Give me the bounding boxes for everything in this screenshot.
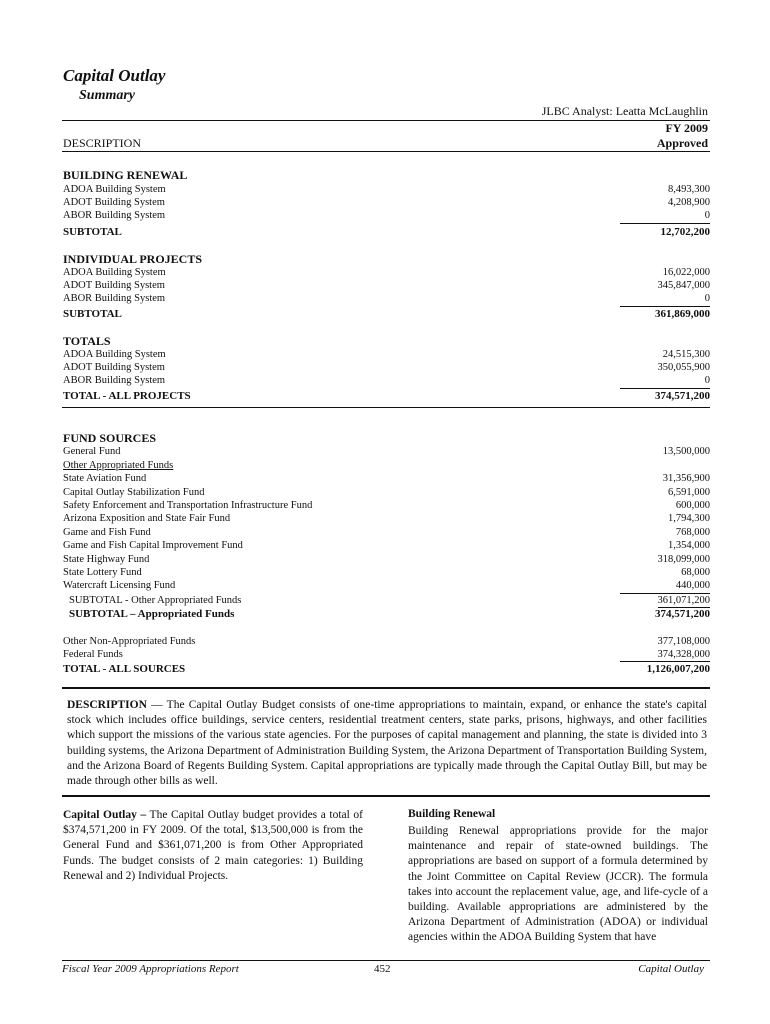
subtotal-rule	[620, 661, 710, 662]
section-rule	[62, 795, 710, 797]
total-sources-row: TOTAL - ALL SOURCES 1,126,007,200	[63, 663, 710, 675]
footer-section-name: Capital Outlay	[638, 963, 704, 975]
subtotal-rule	[620, 306, 710, 307]
section-rule	[62, 407, 710, 408]
footer-report-title: Fiscal Year 2009 Appropriations Report	[62, 963, 239, 975]
table-row: ADOA Building System 16,022,000	[63, 267, 710, 278]
table-row: Arizona Exposition and State Fair Fund 1,794,300	[63, 513, 710, 524]
table-row: ADOT Building System 350,055,900	[63, 362, 710, 373]
subtotal-row: SUBTOTAL 12,702,200	[63, 226, 710, 238]
subtotal-rule	[620, 388, 710, 389]
table-row: State Lottery Fund 68,000	[63, 567, 710, 578]
table-row: ADOT Building System 345,847,000	[63, 280, 710, 291]
individual-projects-heading: INDIVIDUAL PROJECTS	[63, 252, 203, 266]
table-row: ABOR Building System 0	[63, 210, 710, 221]
table-row: State Aviation Fund 31,356,900	[63, 473, 710, 484]
table-row: ADOA Building System 8,493,300	[63, 184, 710, 195]
table-row: Capital Outlay Stabilization Fund 6,591,000	[63, 487, 710, 498]
other-funds-heading: Other Appropriated Funds	[63, 460, 174, 471]
table-row: Safety Enforcement and Transportation Infrastructure Fund 600,000	[63, 500, 710, 511]
subtotal-row: SUBTOTAL 361,869,000	[63, 308, 710, 320]
column-year: FY 2009	[665, 121, 708, 135]
footer-rule	[62, 960, 710, 961]
table-row: General Fund 13,500,000	[63, 446, 710, 457]
description-text: — The Capital Outlay Budget consists of one-time appropriations to maintain, expand, or enhance the state's capital stock which includes office buildings, service centers, residential treatment centers, state parks, prisons, highways, and other facilities which support the missions of the various state agencies. For the purposes of capital management and planning, the state is divided into 3 building systems, the Arizona Department of Administration Building System, the Arizona Department of Transportation Building System, and the Arizona Board of Regents Building System. Capital appropriations are typically made through the Capital Outlay Bill, but may be made through other bills as well.	[67, 699, 707, 788]
table-row: Game and Fish Capital Improvement Fund 1,354,000	[63, 540, 710, 551]
analyst-line: JLBC Analyst: Leatta McLaughlin	[541, 104, 708, 118]
subtotal-other-row: SUBTOTAL - Other Appropriated Funds 361,071,200	[69, 595, 710, 606]
building-renewal-subheading: Building Renewal	[408, 808, 496, 820]
left-column-paragraph	[63, 808, 363, 884]
table-row: ADOA Building System 24,515,300	[63, 349, 710, 360]
table-row: Watercraft Licensing Fund 440,000	[63, 580, 710, 591]
table-row: Game and Fish Fund 768,000	[63, 527, 710, 538]
right-column-paragraph: Building Renewal appropriations provide for the major maintenance and repair of state-owned buildings. The appropriations are based on support of a formula determined by the Joint Committee on Capital Review (JCCR). The formula takes into account the replacement value, age, and life-cycle of a building. Available appropriations are administered by the Arizona Department of Administration (ADOA) or individual agencies within the ADOA Building System that have	[408, 825, 708, 944]
totals-heading: TOTALS	[63, 334, 111, 348]
column-header-rule	[62, 151, 710, 152]
table-row: ADOT Building System 4,208,900	[63, 197, 710, 208]
description-paragraph	[67, 698, 707, 789]
building-renewal-heading: BUILDING RENEWAL	[63, 168, 188, 182]
total-row: TOTAL - ALL PROJECTS 374,571,200	[63, 390, 710, 402]
page-title: Capital Outlay	[63, 66, 166, 85]
table-row: State Highway Fund 318,099,000	[63, 554, 710, 565]
page-subtitle: Summary	[79, 88, 136, 103]
table-row: Federal Funds 374,328,000	[63, 649, 710, 660]
section-rule	[62, 687, 710, 689]
table-row: Other Non-Appropriated Funds 377,108,000	[63, 636, 710, 647]
fund-sources-heading: FUND SOURCES	[63, 431, 157, 445]
table-row: ABOR Building System 0	[63, 375, 710, 386]
left-column-lead: Capital Outlay –	[63, 809, 147, 821]
column-status: Approved	[656, 136, 708, 150]
description-column-label: DESCRIPTION	[63, 136, 142, 150]
description-lead: DESCRIPTION	[67, 699, 147, 711]
page-number: 452	[374, 963, 391, 975]
left-column-text: The Capital Outlay budget provides a total of $374,571,200 in FY 2009. Of the total, $13,500,000 is from the General Fund and $361,071,200 is from Other Appropriated Funds. The budget consists of 2 main categories: 1) Building Renewal and 2) Individual Projects.	[63, 809, 363, 882]
table-row: ABOR Building System 0	[63, 293, 710, 304]
subtotal-appropriated-row: SUBTOTAL – Appropriated Funds 374,571,200	[69, 608, 710, 620]
subtotal-rule	[620, 223, 710, 224]
